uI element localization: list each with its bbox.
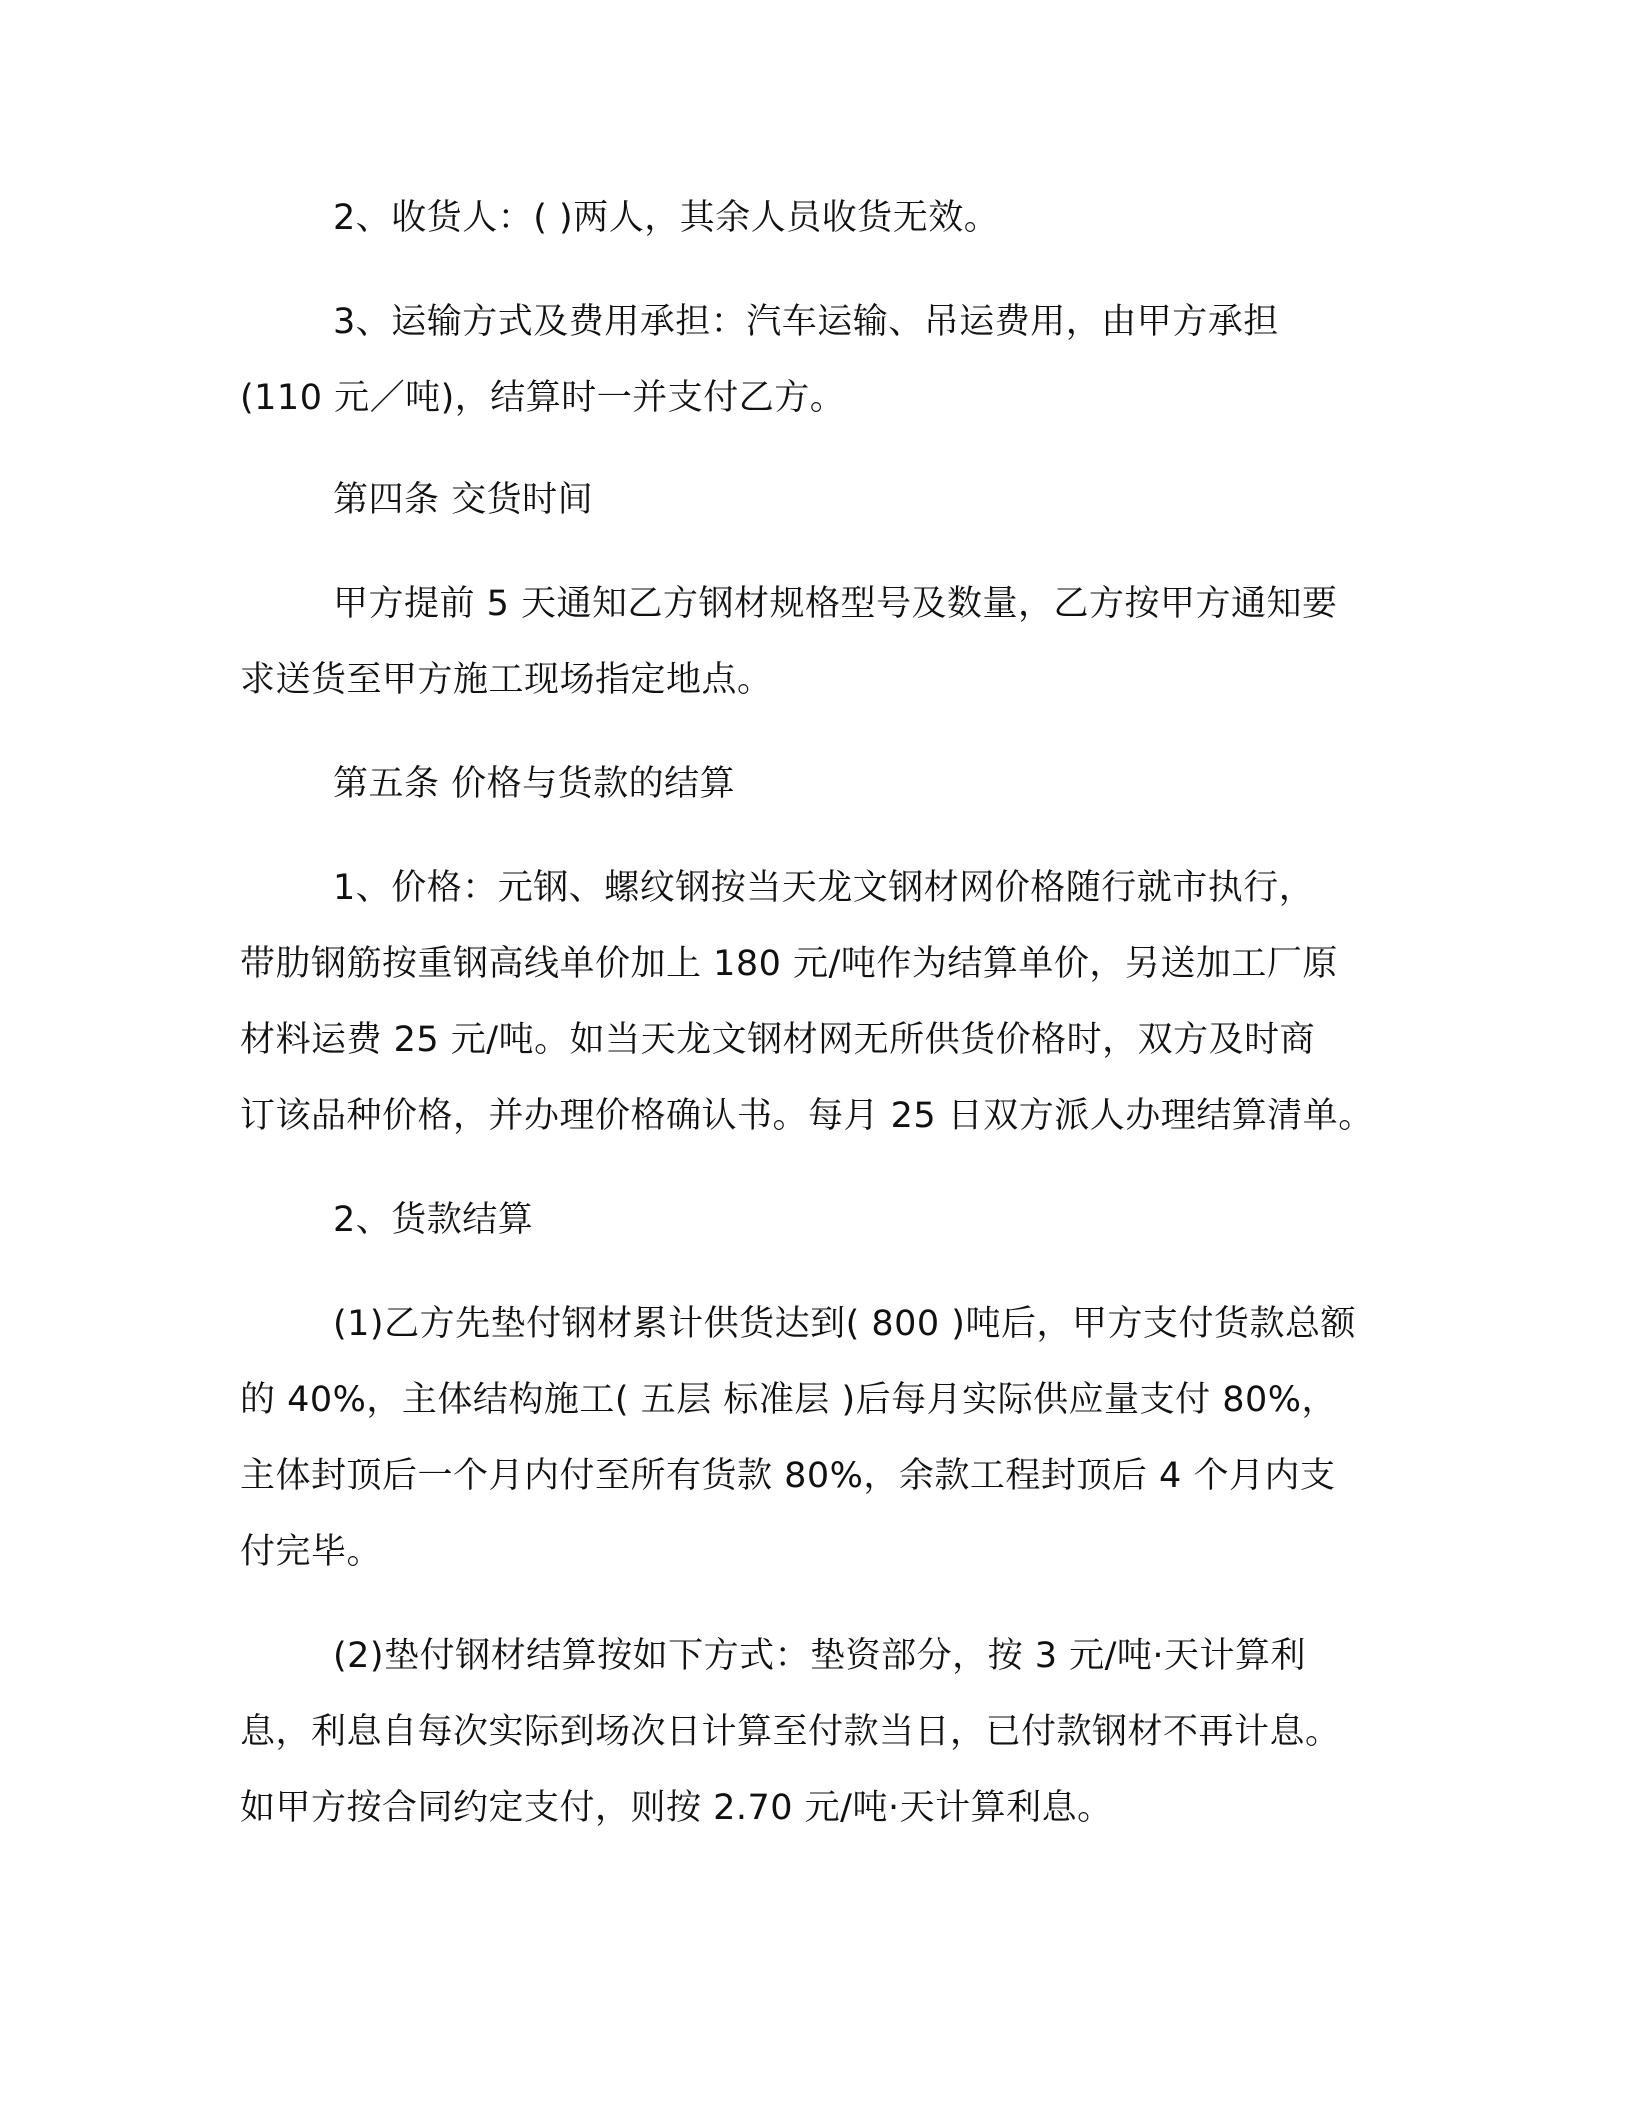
price-line-4: 订该品种价格，并办理价格确认书。每月 25 日双方派人办理结算清单。: [240, 1096, 1374, 1136]
consignee-line-1: 2、收货人：( )两人，其余人员收货无效。: [333, 198, 1000, 238]
delivery-time-line-1: 甲方提前 5 天通知乙方钢材规格型号及数量，乙方按甲方通知要: [333, 584, 1338, 624]
payment-1-line-4: 付完毕。: [240, 1532, 383, 1572]
payment-1-line-2: 的 40%，主体结构施工( 五层 标准层 )后每月实际供应量支付 80%，: [240, 1380, 1338, 1420]
delivery-time-line-2: 求送货至甲方施工现场指定地点。: [240, 660, 773, 700]
transport-line-2: (110 元／吨)，结算时一并支付乙方。: [240, 378, 846, 418]
price-line-1: 1、价格：元钢、螺纹钢按当天龙文钢材网价格随行就市执行，: [333, 868, 1315, 908]
transport-line-1: 3、运输方式及费用承担：汽车运输、吊运费用，由甲方承担: [333, 302, 1279, 342]
article-5-heading: 第五条 价格与货款的结算: [333, 764, 736, 804]
payment-2-line-1: (2)垫付钢材结算按如下方式：垫资部分，按 3 元/吨·天计算利: [333, 1636, 1307, 1676]
price-line-3: 材料运费 25 元/吨。如当天龙文钢材网无所供货价格时，双方及时商: [240, 1020, 1316, 1060]
payment-heading: 2、货款结算: [333, 1200, 534, 1240]
payment-2-line-3: 如甲方按合同约定支付，则按 2.70 元/吨·天计算利息。: [240, 1788, 1113, 1828]
article-4-heading: 第四条 交货时间: [333, 480, 594, 520]
payment-1-line-1: (1)乙方先垫付钢材累计供货达到( 800 )吨后，甲方支付货款总额: [333, 1304, 1356, 1344]
price-line-2: 带肋钢筋按重钢高线单价加上 180 元/吨作为结算单价，另送加工厂原: [240, 944, 1338, 984]
payment-2-line-2: 息，利息自每次实际到场次日计算至付款当日，已付款钢材不再计息。: [240, 1712, 1341, 1752]
payment-1-line-3: 主体封顶后一个月内付至所有货款 80%，余款工程封顶后 4 个月内支: [240, 1456, 1336, 1496]
